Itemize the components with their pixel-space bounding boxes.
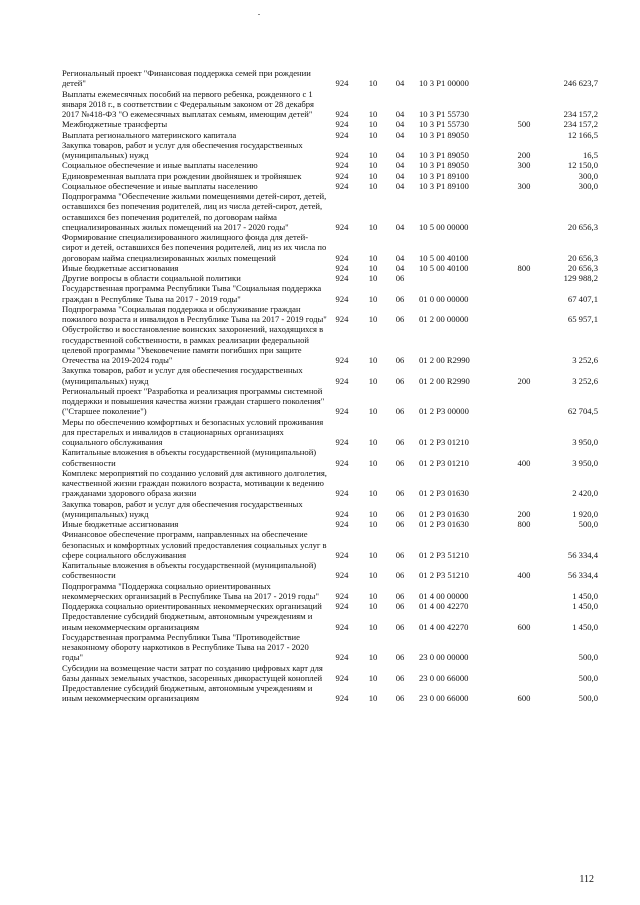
target-article-code: 01 4 00 42270: [419, 601, 469, 611]
subsection-code: 04: [395, 221, 405, 232]
section-code: 10: [368, 375, 378, 386]
table-row: [62, 365, 622, 386]
table-row: [62, 263, 622, 273]
department-code: 924: [335, 508, 349, 519]
department-code: 924: [335, 601, 349, 611]
expense-type-code: 200: [517, 150, 531, 160]
row-name: Формирование специализированного жилищного фонда для детей-сирот и детей, оставшихся без попечения родителей, лиц из их числа по договорам найма специализированных жилых помещений: [62, 232, 327, 263]
department-code: 924: [335, 549, 349, 560]
department-code: 924: [335, 160, 349, 171]
amount: 246 623,7: [563, 78, 598, 89]
target-article-code: 23 0 00 00000: [419, 652, 469, 663]
table-row: [62, 560, 622, 581]
table-row: [62, 499, 622, 520]
table-row: [62, 386, 622, 417]
section-code: 10: [368, 621, 378, 632]
department-code: 924: [335, 519, 349, 529]
target-article-code: 01 2 P3 01210: [419, 437, 469, 447]
amount: 1 450,0: [572, 590, 598, 601]
target-article-code: 23 0 00 66000: [419, 672, 469, 683]
section-code: 10: [368, 601, 378, 611]
table-row: [62, 283, 622, 304]
table-row: [62, 171, 622, 181]
amount: 2 420,0: [572, 488, 598, 499]
section-code: 10: [368, 170, 378, 181]
subsection-code: 04: [395, 129, 405, 140]
target-article-code: 10 5 00 00000: [419, 221, 469, 232]
department-code: 924: [335, 252, 349, 263]
target-article-code: 10 3 P1 89050: [419, 129, 469, 140]
subsection-code: 06: [395, 549, 405, 560]
row-name: Выплата регионального материнского капитала: [62, 129, 237, 140]
section-code: 10: [368, 355, 378, 365]
section-code: 10: [368, 150, 378, 160]
table-row: [62, 468, 622, 499]
row-name: Государственная программа Республики Тыва "Противодействие незаконному обороту наркотиков в Республике Тыва на 2017 - 2020 годы": [62, 631, 309, 663]
amount: 1 450,0: [572, 601, 598, 611]
row-name: Социальное обеспечение и иные выплаты населению: [62, 160, 258, 171]
amount: 300,0: [578, 170, 598, 181]
subsection-code: 04: [395, 170, 405, 181]
table-row: [62, 632, 622, 663]
subsection-code: 06: [395, 293, 405, 304]
section-code: 10: [368, 488, 378, 499]
subsection-code: 06: [395, 590, 405, 601]
table-row: [62, 68, 622, 89]
subsection-code: 04: [395, 150, 405, 160]
expense-type-code: 500: [517, 119, 531, 130]
row-name: Социальное обеспечение и иные выплаты населению: [62, 180, 258, 191]
section-code: 10: [368, 457, 378, 468]
expense-type-code: 200: [517, 508, 531, 519]
department-code: 924: [335, 273, 349, 283]
amount: 234 157,2: [563, 109, 598, 119]
target-article-code: 10 5 00 40100: [419, 252, 469, 263]
expense-type-code: 600: [517, 693, 531, 704]
row-name: Капитальные вложения в объекты государственной (муниципальной) собственности: [62, 447, 317, 468]
subsection-code: 06: [395, 672, 405, 683]
expense-type-code: 300: [517, 180, 531, 191]
department-code: 924: [335, 129, 349, 140]
table-row: [62, 581, 622, 602]
amount: 56 334,4: [567, 570, 598, 581]
section-code: 10: [368, 590, 378, 601]
amount: 3 252,6: [572, 375, 598, 386]
target-article-code: 01 2 P3 51210: [419, 570, 469, 581]
page-number: 112: [579, 874, 594, 885]
amount: 3 950,0: [572, 437, 598, 447]
target-article-code: 10 3 P1 89050: [419, 160, 469, 171]
table-row: [62, 130, 622, 140]
target-article-code: 10 3 P1 89100: [419, 180, 469, 191]
department-code: 924: [335, 109, 349, 119]
target-article-code: 01 2 00 00000: [419, 314, 469, 324]
department-code: 924: [335, 590, 349, 601]
section-code: 10: [368, 508, 378, 519]
section-code: 10: [368, 549, 378, 560]
row-name: Иные бюджетные ассигнования: [62, 519, 179, 529]
expense-type-code: 600: [517, 621, 531, 632]
section-code: 10: [368, 262, 378, 273]
amount: 1 450,0: [572, 621, 598, 632]
subsection-code: 06: [395, 375, 405, 386]
amount: 500,0: [578, 519, 598, 529]
expense-type-code: 800: [517, 262, 531, 273]
row-name: Комплекс мероприятий по созданию условий для активного долголетия, качественной жизни граждан пожилого возраста, мотивации к ведению гражданами здорового образа жизни: [62, 467, 327, 499]
target-article-code: 10 3 P1 55730: [419, 109, 469, 119]
target-article-code: 01 2 00 R2990: [419, 355, 470, 365]
section-code: 10: [368, 406, 378, 417]
table-row: [62, 611, 622, 632]
amount: 12 150,0: [567, 160, 598, 171]
target-article-code: 10 3 P1 55730: [419, 119, 469, 130]
amount: 20 656,3: [567, 262, 598, 273]
department-code: 924: [335, 293, 349, 304]
amount: 129 988,2: [563, 273, 598, 283]
expense-type-code: 400: [517, 457, 531, 468]
target-article-code: 01 4 00 00000: [419, 590, 469, 601]
target-article-code: 01 2 00 R2990: [419, 375, 470, 386]
table-row: [62, 89, 622, 120]
row-name: Предоставление субсидий бюджетным, автономным учреждениям и иным некоммерческим организациям: [62, 683, 313, 704]
row-name: Подпрограмма "Поддержка социально ориентированных некоммерческих организаций в Республике Тыва на 2017 - 2019 годы": [62, 580, 319, 601]
table-row: [62, 191, 622, 232]
row-name: Финансовое обеспечение программ, направленных на обеспечение безопасных и комфортных условий предоставления социальных услуг в сфере социального обслуживания: [62, 529, 327, 560]
section-code: 10: [368, 314, 378, 324]
section-code: 10: [368, 672, 378, 683]
row-name: Капитальные вложения в объекты государственной (муниципальной) собственности: [62, 560, 317, 581]
department-code: 924: [335, 621, 349, 632]
department-code: 924: [335, 180, 349, 191]
row-name: Закупка товаров, работ и услуг для обеспечения государственных (муниципальных) нужд: [62, 139, 303, 160]
subsection-code: 06: [395, 570, 405, 581]
row-name: Обустройство и восстановление воинских захоронений, находящихся в государственной собственности, в рамках реализации федеральной целевой программы "Увековечение памяти погибших при защите Отечества на 2019-2024 годы": [62, 324, 324, 365]
section-code: 10: [368, 437, 378, 447]
department-code: 924: [335, 672, 349, 683]
row-name: Государственная программа Республики Тыва "Социальная поддержка граждан в Республике Тыва на 2017 - 2019 годы": [62, 283, 322, 304]
row-name: Подпрограмма "Обеспечение жильми помещениями детей-сирот, детей, оставшихся без попечения родителей, лиц из числа детей-сирот, детей, оставшихся без попечения родителей, по договорам найма специализированных жилых помещений на 2017 - 2020 годы": [62, 191, 327, 232]
department-code: 924: [335, 262, 349, 273]
section-code: 10: [368, 570, 378, 581]
expense-type-code: 800: [517, 519, 531, 529]
department-code: 924: [335, 170, 349, 181]
subsection-code: 06: [395, 693, 405, 704]
subsection-code: 06: [395, 437, 405, 447]
amount: 67 407,1: [567, 293, 598, 304]
subsection-code: 06: [395, 601, 405, 611]
amount: 20 656,3: [567, 252, 598, 263]
target-article-code: 01 2 P3 01630: [419, 488, 469, 499]
row-name: Иные бюджетные ассигнования: [62, 262, 179, 273]
subsection-code: 04: [395, 180, 405, 191]
section-code: 10: [368, 252, 378, 263]
subsection-code: 06: [395, 519, 405, 529]
department-code: 924: [335, 375, 349, 386]
table-row: [62, 447, 622, 468]
target-article-code: 01 2 P3 01210: [419, 457, 469, 468]
department-code: 924: [335, 314, 349, 324]
section-code: 10: [368, 519, 378, 529]
section-code: 10: [368, 160, 378, 171]
table-row: [62, 119, 622, 129]
subsection-code: 04: [395, 119, 405, 130]
amount: 300,0: [578, 180, 598, 191]
expense-type-code: 400: [517, 570, 531, 581]
subsection-code: 06: [395, 508, 405, 519]
target-article-code: 10 3 P1 00000: [419, 78, 469, 89]
target-article-code: 01 0 00 00000: [419, 293, 469, 304]
row-name: Предоставление субсидий бюджетным, автономным учреждениям и иным некоммерческим организациям: [62, 611, 313, 632]
target-article-code: 01 2 P3 01630: [419, 519, 469, 529]
subsection-code: 06: [395, 314, 405, 324]
section-code: 10: [368, 273, 378, 283]
amount: 16,5: [582, 150, 598, 160]
table-row: [62, 160, 622, 170]
row-name: Закупка товаров, работ и услуг для обеспечения государственных (муниципальных) нужд: [62, 498, 303, 519]
row-name: Выплаты ежемесячных пособий на первого ребенка, рожденного с 1 января 2018 г., в соответствии с Федеральным законом от 28 декабря 2017 №418-ФЗ "О ежемесячных выплатах семьям, имеющим детей": [62, 88, 315, 119]
row-name: Закупка товаров, работ и услуг для обеспечения государственных (муниципальных) нужд: [62, 365, 303, 386]
row-name: Региональный проект "Разработка и реализация программы системной поддержки и повышения качества жизни граждан старшего поколения" ("Старшее поколение"): [62, 385, 325, 417]
row-name: Меры по обеспечению комфортных и безопасных условий проживания для престарелых и инвалидов в стационарных организациях социального обслуживания: [62, 416, 324, 447]
amount: 234 157,2: [563, 119, 598, 130]
scan-speck: [258, 14, 260, 15]
table-row: [62, 140, 622, 161]
subsection-code: 06: [395, 652, 405, 663]
target-article-code: 23 0 00 66000: [419, 693, 469, 704]
amount: 1 920,0: [572, 508, 598, 519]
department-code: 924: [335, 78, 349, 89]
target-article-code: 10 3 P1 89050: [419, 150, 469, 160]
table-row: [62, 601, 622, 611]
section-code: 10: [368, 109, 378, 119]
table-row: [62, 232, 622, 263]
expense-type-code: 200: [517, 375, 531, 386]
department-code: 924: [335, 693, 349, 704]
department-code: 924: [335, 119, 349, 130]
table-row: [62, 273, 622, 283]
table-row: [62, 663, 622, 684]
section-code: 10: [368, 652, 378, 663]
section-code: 10: [368, 180, 378, 191]
department-code: 924: [335, 221, 349, 232]
target-article-code: 10 5 00 40100: [419, 262, 469, 273]
row-name: Другие вопросы в области социальной политики: [62, 273, 241, 283]
section-code: 10: [368, 78, 378, 89]
section-code: 10: [368, 129, 378, 140]
target-article-code: 01 2 P3 00000: [419, 406, 469, 417]
row-name: Поддержка социально ориентированных некоммерческих организаций: [62, 601, 322, 611]
department-code: 924: [335, 488, 349, 499]
amount: 500,0: [578, 652, 598, 663]
amount: 12 166,5: [567, 129, 598, 140]
department-code: 924: [335, 457, 349, 468]
subsection-code: 06: [395, 355, 405, 365]
subsection-code: 04: [395, 109, 405, 119]
target-article-code: 01 2 P3 01630: [419, 508, 469, 519]
section-code: 10: [368, 119, 378, 130]
row-name: Региональный проект "Финансовая поддержка семей при рождении детей": [62, 68, 311, 89]
subsection-code: 04: [395, 160, 405, 171]
amount: 3 950,0: [572, 457, 598, 468]
department-code: 924: [335, 652, 349, 663]
subsection-code: 06: [395, 406, 405, 417]
table-row: [62, 519, 622, 529]
department-code: 924: [335, 437, 349, 447]
department-code: 924: [335, 355, 349, 365]
table-row: [62, 324, 622, 365]
amount: 65 957,1: [567, 314, 598, 324]
subsection-code: 06: [395, 273, 405, 283]
target-article-code: 10 3 P1 89100: [419, 170, 469, 181]
department-code: 924: [335, 406, 349, 417]
expense-type-code: 300: [517, 160, 531, 171]
table-row: [62, 529, 622, 560]
section-code: 10: [368, 693, 378, 704]
row-name: Подпрограмма "Социальная поддержка и обслуживание граждан пожилого возраста и инвалидов в Республике Тыва на 2017 - 2019 годы": [62, 303, 327, 324]
table-row: [62, 417, 622, 448]
target-article-code: 01 4 00 42270: [419, 621, 469, 632]
subsection-code: 04: [395, 78, 405, 89]
row-name: Единовременная выплата при рождении двойняшек и тройняшек: [62, 170, 302, 181]
subsection-code: 06: [395, 457, 405, 468]
subsection-code: 06: [395, 621, 405, 632]
table-row: [62, 181, 622, 191]
row-name: Межбюджетные трансферты: [62, 119, 168, 130]
subsection-code: 04: [395, 252, 405, 263]
table-row: [62, 304, 622, 325]
amount: 20 656,3: [567, 221, 598, 232]
amount: 62 704,5: [567, 406, 598, 417]
section-code: 10: [368, 293, 378, 304]
target-article-code: 01 2 P3 51210: [419, 549, 469, 560]
amount: 3 252,6: [572, 355, 598, 365]
row-name: Субсидии на возмещение части затрат по созданию цифровых карт для базы данных земельных участков, засоренных дикорастущей коноплей: [62, 662, 323, 683]
section-code: 10: [368, 221, 378, 232]
amount: 56 334,4: [567, 549, 598, 560]
subsection-code: 04: [395, 262, 405, 273]
amount: 500,0: [578, 693, 598, 704]
department-code: 924: [335, 150, 349, 160]
subsection-code: 06: [395, 488, 405, 499]
department-code: 924: [335, 570, 349, 581]
budget-table: [62, 68, 622, 704]
table-row: [62, 683, 622, 704]
amount: 500,0: [578, 672, 598, 683]
